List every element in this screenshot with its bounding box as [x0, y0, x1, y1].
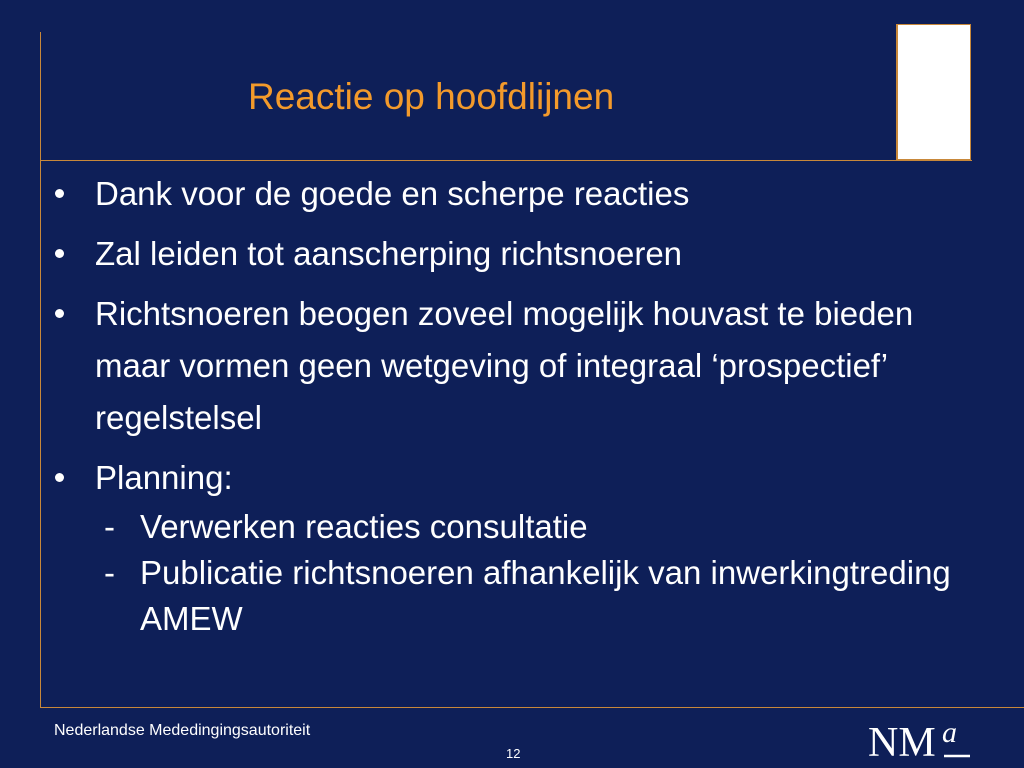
sub-item	[52, 550, 972, 642]
bullet-text: Dank voor de goede en scherpe reacties	[95, 175, 690, 212]
sub-item-text: Publicatie richtsnoeren afhankelijk van inwerkingtreding AMEW	[140, 554, 951, 637]
svg-text:NM: NM	[868, 720, 936, 764]
bullet-text: Zal leiden tot aanscherping richtsnoeren	[95, 235, 683, 272]
bullet-item	[52, 228, 972, 280]
slide-title: Reactie op hoofdlijnen	[248, 76, 615, 117]
dash-marker: -	[104, 508, 115, 545]
nma-logo-icon	[866, 712, 976, 764]
sub-item-text: Verwerken reacties consultatie	[140, 508, 588, 545]
bullet-item	[52, 452, 972, 504]
left-rule	[40, 32, 41, 707]
page-number: 12	[506, 746, 521, 761]
title-divider	[40, 160, 972, 161]
dash-marker: -	[104, 554, 115, 591]
bullet-dot-icon	[55, 189, 64, 198]
bullet-dot-icon	[55, 249, 64, 258]
bullet-list	[52, 168, 972, 642]
bullet-dot-icon	[55, 309, 64, 318]
corner-box	[897, 24, 971, 160]
bullet-item	[52, 168, 972, 220]
footer-divider	[40, 707, 1024, 708]
svg-text:a: a	[942, 716, 957, 749]
bullet-text: Planning:	[95, 459, 233, 496]
bullet-item	[52, 288, 972, 444]
sub-item	[52, 504, 972, 550]
organization-name: Nederlandse Mededingingsautoriteit	[54, 722, 311, 739]
bullet-text: Richtsnoeren beogen zoveel mogelijk houvast te bieden maar vormen geen wetgeving of integraal ‘prospectief’ regelstelsel	[95, 295, 914, 436]
bullet-dot-icon	[55, 473, 64, 482]
